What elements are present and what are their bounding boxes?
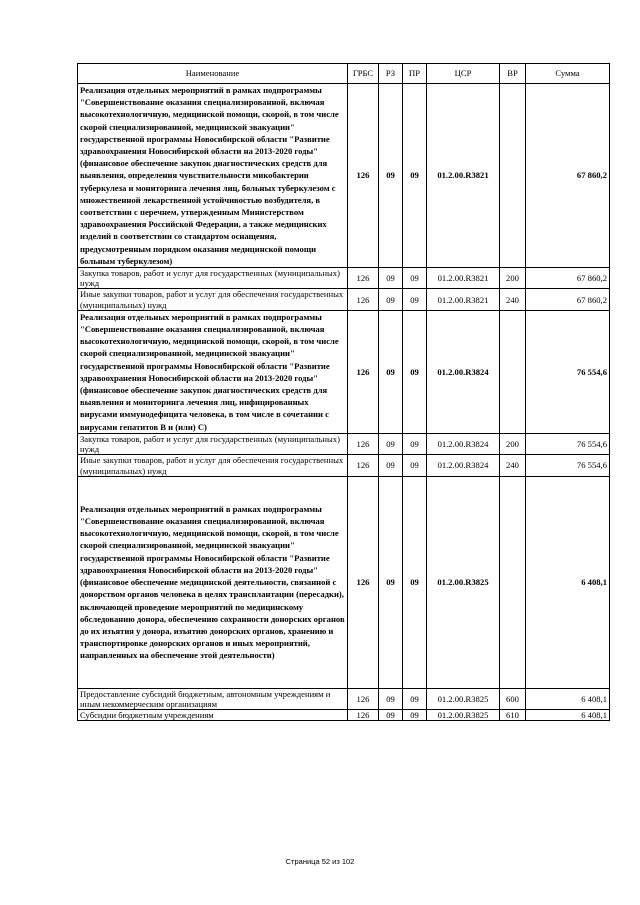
table-row bbox=[78, 289, 610, 310]
budget-table bbox=[77, 63, 610, 721]
row-grbs: 126 bbox=[348, 476, 379, 688]
row-grbs: 126 bbox=[348, 455, 379, 476]
row-vr: 200 bbox=[500, 433, 526, 454]
row-pr: 09 bbox=[403, 688, 427, 709]
row-name: Реализация отдельных мероприятий в рамках подпрограммы "Совершенствование оказания специализированной, включая высокотехнологичную, медицинской помощи, скорой, в том числе скорой специализированной, медицинской эвакуации" государственной программы Новосибирской области "Развитие здравоохранения Новосибирской области на 2013-2020 годы" (финансовое обеспечение закупок диагностических средств для выявления и мониторинга лечения лиц, инфицированных вирусами иммунодефицита человека, в том числе в сочетании с вирусами гепатитов B и (или) C) bbox=[78, 310, 348, 433]
row-grbs: 126 bbox=[348, 268, 379, 289]
row-name: Реализация отдельных мероприятий в рамках подпрограммы "Совершенствование оказания специализированной, включая высокотехнологичную, медицинской помощи, скорой, в том числе скорой специализированной, медицинской эвакуации" государственной программы Новосибирской области "Развитие здравоохранения Новосибирской области на 2013-2020 годы" (финансовое обеспечение медицинской деятельности, связанной с донорством органов человека в целях трансплантации (пересадки), включающей проведение мероприятий по медицинскому обследованию донора, обеспечению сохранности донорских органов до их изъятия у донора, изъятию донорских органов, хранению и транспортировке донорских органов и иных мероприятий, направленных на обеспечение этой деятельности) bbox=[78, 476, 348, 688]
table-row bbox=[78, 455, 610, 476]
row-rz: 09 bbox=[379, 455, 403, 476]
row-name: Закупка товаров, работ и услуг для государственных (муниципальных) нужд bbox=[78, 268, 348, 289]
header-rz: РЗ bbox=[379, 64, 403, 84]
row-vr: 600 bbox=[500, 688, 526, 709]
row-csr: 01.2.00.R3824 bbox=[427, 433, 500, 454]
header-pr: ПР bbox=[403, 64, 427, 84]
table-row bbox=[78, 710, 610, 721]
row-sum: 67 860,2 bbox=[526, 268, 610, 289]
row-pr: 09 bbox=[403, 476, 427, 688]
row-pr: 09 bbox=[403, 289, 427, 310]
row-vr bbox=[500, 476, 526, 688]
row-vr: 240 bbox=[500, 455, 526, 476]
row-name: Иные закупки товаров, работ и услуг для обеспечения государственных (муниципальных) нужд bbox=[78, 455, 348, 476]
row-pr: 09 bbox=[403, 310, 427, 433]
row-rz: 09 bbox=[379, 710, 403, 721]
row-rz: 09 bbox=[379, 289, 403, 310]
row-vr: 240 bbox=[500, 289, 526, 310]
row-pr: 09 bbox=[403, 84, 427, 268]
header-row bbox=[78, 64, 610, 84]
row-rz: 09 bbox=[379, 84, 403, 268]
table-row bbox=[78, 268, 610, 289]
header-csr: ЦСР bbox=[427, 64, 500, 84]
row-csr: 01.2.00.R3825 bbox=[427, 476, 500, 688]
row-name: Иные закупки товаров, работ и услуг для обеспечения государственных (муниципальных) нужд bbox=[78, 289, 348, 310]
row-sum: 6 408,1 bbox=[526, 688, 610, 709]
table-row bbox=[78, 433, 610, 454]
row-csr: 01.2.00.R3821 bbox=[427, 289, 500, 310]
row-csr: 01.2.00.R3825 bbox=[427, 710, 500, 721]
row-name: Предоставление субсидий бюджетным, автономным учреждениям и иным некоммерческим организациям bbox=[78, 688, 348, 709]
row-grbs: 126 bbox=[348, 84, 379, 268]
row-csr: 01.2.00.R3824 bbox=[427, 310, 500, 433]
row-rz: 09 bbox=[379, 310, 403, 433]
header-sum: Сумма bbox=[526, 64, 610, 84]
row-sum: 76 554,6 bbox=[526, 310, 610, 433]
row-vr: 610 bbox=[500, 710, 526, 721]
header-vr: ВР bbox=[500, 64, 526, 84]
row-vr: 200 bbox=[500, 268, 526, 289]
row-grbs: 126 bbox=[348, 688, 379, 709]
row-name: Закупка товаров, работ и услуг для государственных (муниципальных) нужд bbox=[78, 433, 348, 454]
row-sum: 67 860,2 bbox=[526, 84, 610, 268]
row-vr bbox=[500, 84, 526, 268]
row-rz: 09 bbox=[379, 433, 403, 454]
header-grbs: ГРБС bbox=[348, 64, 379, 84]
row-rz: 09 bbox=[379, 268, 403, 289]
row-csr: 01.2.00.R3821 bbox=[427, 84, 500, 268]
row-sum: 76 554,6 bbox=[526, 433, 610, 454]
table-row bbox=[78, 310, 610, 433]
row-vr bbox=[500, 310, 526, 433]
row-csr: 01.2.00.R3824 bbox=[427, 455, 500, 476]
header-name: Наименование bbox=[78, 64, 348, 84]
row-pr: 09 bbox=[403, 268, 427, 289]
row-sum: 6 408,1 bbox=[526, 476, 610, 688]
page-number: Страница 52 из 102 bbox=[285, 857, 355, 866]
row-pr: 09 bbox=[403, 455, 427, 476]
table-row bbox=[78, 84, 610, 268]
row-sum: 6 408,1 bbox=[526, 710, 610, 721]
row-grbs: 126 bbox=[348, 710, 379, 721]
row-rz: 09 bbox=[379, 688, 403, 709]
row-sum: 76 554,6 bbox=[526, 455, 610, 476]
row-sum: 67 860,2 bbox=[526, 289, 610, 310]
row-grbs: 126 bbox=[348, 310, 379, 433]
row-csr: 01.2.00.R3821 bbox=[427, 268, 500, 289]
table-row bbox=[78, 688, 610, 709]
row-csr: 01.2.00.R3825 bbox=[427, 688, 500, 709]
row-rz: 09 bbox=[379, 476, 403, 688]
row-name: Реализация отдельных мероприятий в рамках подпрограммы "Совершенствование оказания специализированной, включая высокотехнологичную, медицинской помощи, скорой, в том числе скорой специализированной, медицинской эвакуации" государственной программы Новосибирской области "Развитие здравоохранения Новосибирской области на 2013-2020 годы" (финансовое обеспечение закупок диагностических средств для выявления, определения чувствительности микобактерии туберкулеза и мониторинга лечения лиц, больных туберкулезом с множественной лекарственной устойчивостью возбудителя, в соответствии с перечнем, утвержденным Министерством здравоохранения Российской Федерации, а также медицинских изделий в соответствии со стандартом оснащения, предусмотренным порядком оказания медицинской помощи больным туберкулезом) bbox=[78, 84, 348, 268]
table-row bbox=[78, 476, 610, 688]
row-grbs: 126 bbox=[348, 289, 379, 310]
row-pr: 09 bbox=[403, 710, 427, 721]
row-name: Субсидии бюджетным учреждениям bbox=[78, 710, 348, 721]
row-grbs: 126 bbox=[348, 433, 379, 454]
row-pr: 09 bbox=[403, 433, 427, 454]
